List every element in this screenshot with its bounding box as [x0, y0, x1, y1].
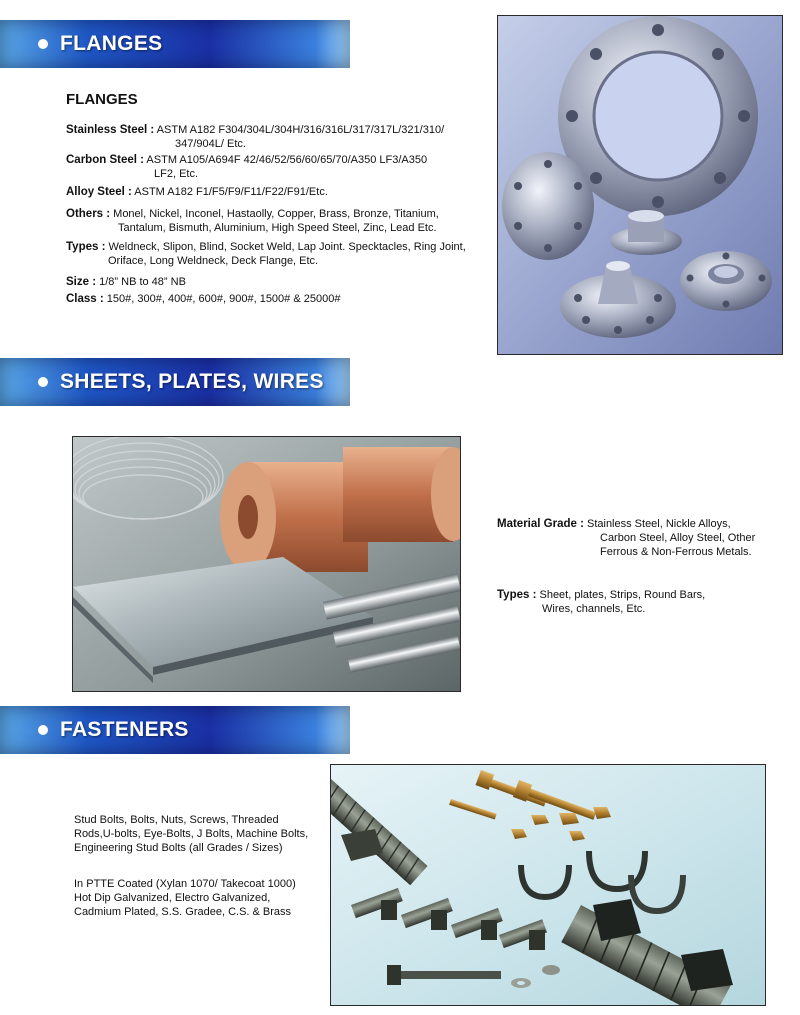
spec-value-cont: LF2, Etc. [154, 168, 199, 180]
spec-value: Monel, Nickel, Inconel, Hastaolly, Copper, Brass, Bronze, Titanium, [113, 208, 439, 220]
spec-types [66, 240, 466, 268]
spec-label: Stainless Steel : [66, 124, 155, 136]
fasteners-line: In PTTE Coated (Xylan 1070/ Takecoat 1000) [74, 878, 296, 890]
spec-value: Stainless Steel, Nickle Alloys, [586, 518, 731, 530]
flanges-heading: FLANGES [66, 91, 138, 108]
spec-value: 150#, 300#, 400#, 600#, 900#, 1500# & 25000# [106, 293, 341, 305]
spec-value-cont: Carbon Steel, Alloy Steel, Other [600, 532, 756, 544]
spec-value-cont: Wires, channels, Etc. [542, 603, 646, 615]
fasteners-coatings [74, 877, 296, 919]
spec-stainless [66, 123, 444, 151]
bullet-icon [38, 725, 48, 735]
flanges-photo [497, 15, 783, 355]
flanges-image [498, 16, 782, 354]
sheets-banner [0, 358, 350, 406]
spec-label: Class : [66, 293, 104, 305]
flanges-banner-title: FLANGES [60, 32, 163, 55]
fasteners-banner-title: FASTENERS [60, 718, 189, 741]
fasteners-image [331, 765, 765, 1005]
sheets-image [73, 437, 460, 691]
spec-value-cont: Ferrous & Non-Ferrous Metals. [600, 546, 752, 558]
spec-alloy [66, 185, 328, 199]
spec-label: Size : [66, 276, 97, 288]
fasteners-line: Hot Dip Galvanized, Electro Galvanized, [74, 892, 271, 904]
spec-value: 1/8” NB to 48” NB [99, 276, 186, 288]
sheets-banner-title: SHEETS, PLATES, WIRES [60, 370, 324, 393]
spec-value-cont: 347/904L/ Etc. [175, 138, 246, 150]
fasteners-photo [330, 764, 766, 1006]
spec-carbon [66, 153, 427, 181]
spec-label: Alloy Steel : [66, 186, 132, 198]
spec-class [66, 292, 340, 306]
fasteners-line: Engineering Stud Bolts (all Grades / Sizes) [74, 842, 283, 854]
flanges-banner [0, 20, 350, 68]
spec-value: ASTM A105/A694F 42/46/52/56/60/65/70/A350 LF3/A350 [146, 154, 428, 166]
spec-label: Types : [66, 241, 106, 253]
fasteners-banner [0, 706, 350, 754]
spec-label: Carbon Steel : [66, 154, 144, 166]
spec-label: Types : [497, 589, 537, 601]
fasteners-line: Stud Bolts, Bolts, Nuts, Screws, Threaded [74, 814, 279, 826]
fasteners-line: Cadmium Plated, S.S. Gradee, C.S. & Brass [74, 906, 292, 918]
spec-label: Material Grade : [497, 518, 584, 530]
bullet-icon [38, 377, 48, 387]
spec-label: Others : [66, 208, 111, 220]
spec-value: ASTM A182 F304/304L/304H/316/316L/317/317L/321/310/ [156, 124, 445, 136]
bullet-icon [38, 39, 48, 49]
fasteners-line: Rods,U-bolts, Eye-Bolts, J Bolts, Machine Bolts, [74, 828, 309, 840]
spec-value-cont: Oriface, Long Weldneck, Deck Flange, Etc. [108, 255, 319, 267]
spec-material-grade [497, 517, 755, 559]
spec-value: Weldneck, Slipon, Blind, Socket Weld, Lap Joint. Specktacles, Ring Joint, [108, 241, 466, 253]
spec-size [66, 275, 186, 289]
spec-value-cont: Tantalum, Bismuth, Aluminium, High Speed Steel, Zinc, Lead Etc. [118, 222, 437, 234]
sheets-photo [72, 436, 461, 692]
spec-value: ASTM A182 F1/F5/F9/F11/F22/F91/Etc. [134, 186, 328, 198]
fasteners-list [74, 813, 308, 855]
spec-others [66, 207, 439, 235]
spec-sheet-types [497, 588, 705, 616]
spec-value: Sheet, plates, Strips, Round Bars, [539, 589, 706, 601]
